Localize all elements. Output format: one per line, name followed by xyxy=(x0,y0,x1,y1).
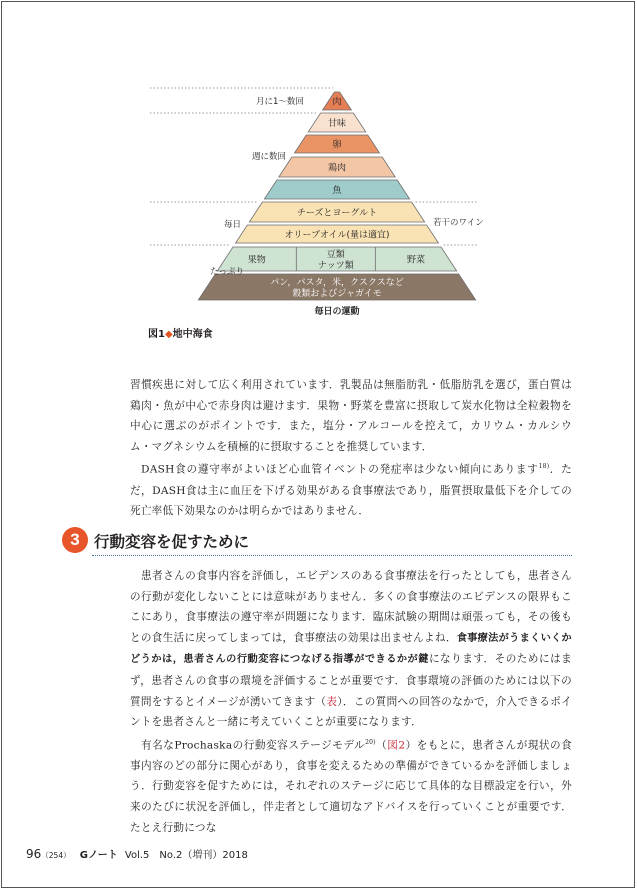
paragraph-4-text-2: ）をもとに，患者さんが現状の食事内容のどの部分に関心があり，食事を変えるための準備ができているかを評価しましょう．行動変容を促すためには，それぞれのステージに応じて具体的な目標設定を行い，外来のたびに状況を評価し，伴走者として適切なアドバイスを行っていくことが重要です．たとえ行動につな xyxy=(130,739,573,834)
pyramid-cell-label: 野菜 xyxy=(407,255,426,266)
pyramid-level-label: チーズとヨーグルト xyxy=(296,208,378,219)
reference-18: 18) xyxy=(538,463,550,471)
figure-number: 図1 xyxy=(148,329,165,340)
mediterranean-diet-pyramid xyxy=(0,0,637,325)
pyramid-level-label: オリーブオイル(量は適宜) xyxy=(284,230,390,241)
frequency-label: 月に1〜数回 xyxy=(256,97,304,107)
pyramid-level-label: 魚 xyxy=(332,186,342,196)
paragraph-3 xyxy=(130,566,572,733)
journal-volume: Vol.5 No.2（増刊）2018 xyxy=(124,850,248,861)
paragraph-3-text-2: になります．そのためにはまず，患者さんの食事の環境を評価することが重要です．食事環境の評価のためには以下の質問をするとイメージが湧いてきます（ xyxy=(130,653,573,708)
section-title: 行動変容を促すために xyxy=(94,533,250,551)
page-number-paren: （254） xyxy=(41,851,71,860)
frequency-label: たっぷり xyxy=(210,267,245,277)
paragraph-1: 習慣疾患に対して広く利用されています．乳製品は無脂肪乳・低脂肪乳を選び，蛋白質は鶏肉・魚が中心で赤身肉は避けます．果物・野菜を豊富に摂取して炭水化物は全粒穀物を中心に選ぶのがポイントです．また，塩分・アルコールを控えて，カリウム・カルシウム・マグネシウムを積極的に摂取することを推奨しています． xyxy=(130,379,572,453)
wine-label: 若干のワイン xyxy=(433,218,484,228)
pyramid-level-label: 鶏肉 xyxy=(327,163,347,174)
page-footer xyxy=(26,846,248,861)
journal-name: Gノート xyxy=(79,850,118,861)
paragraph-4-text: 有名なProchaskaの行動変容ステージモデル xyxy=(141,739,366,752)
body-text-lower xyxy=(130,566,572,838)
table-reference-link[interactable]: 表 xyxy=(326,695,338,708)
body-text-upper xyxy=(130,375,572,522)
pyramid-cell-label: ナッツ類 xyxy=(317,261,354,271)
section-number-badge: 3 xyxy=(62,527,88,553)
pyramid-level-label: パン，パスタ，米，クスクスなど xyxy=(270,278,404,288)
page-number: 96 xyxy=(26,847,42,861)
reference-20: 20) xyxy=(365,738,376,746)
pyramid-level-label: 肉 xyxy=(332,97,342,108)
paragraph-4-paren: （ xyxy=(375,739,388,752)
frequency-label: 毎日 xyxy=(224,220,242,230)
frequency-label: 週に数回 xyxy=(252,152,287,162)
diamond-icon: ◆ xyxy=(164,329,173,340)
section-heading xyxy=(62,527,574,557)
figure-caption xyxy=(148,325,213,340)
key-point-bold: 食事療法がうまくいくかどうかは，患者さんの行動変容につなげる指導ができるかが鍵 xyxy=(130,632,572,666)
paragraph-3-text: 患者さんの食事内容を評価し，エビデンスのある食事療法を行ったとしても，患者さんの行動が変化しないことには意味がありません．多くの食事療法のエビデンスの限界もここにあり，食事療法の遵守率が問題になります．臨床試験の期間は頑張っても，その後もとの食生活に戻ってしまっては，食事療法の効果は出ませんよね． xyxy=(130,570,572,644)
pyramid-level-label: 甘味 xyxy=(327,119,347,129)
section-dotted-rule xyxy=(92,555,572,556)
figure-title: 地中海食 xyxy=(172,329,213,340)
paragraph-2-text-cont: ．ただ，DASH食は主に血圧を下げる効果がある食事療法であり，脂質摂取量低下を介しての死亡率低下効果なのかは明らかではありません． xyxy=(130,463,573,518)
figure-reference-link[interactable]: 図2 xyxy=(387,739,406,752)
pyramid-cell-label: 豆類 xyxy=(326,250,345,260)
paragraph-3-text-3: ）．この質問への回答のなかで，介入できるポイントを患者さんと一緒に考えていくことが重要になります． xyxy=(130,695,573,729)
daily-exercise-label: 毎日の運動 xyxy=(314,307,360,317)
paragraph-2 xyxy=(130,457,572,521)
pyramid-level-label: 穀類およびジャガイモ xyxy=(292,289,382,299)
paragraph-2-text: DASH食の遵守率がよいほど心血管イベントの発症率は少ない傾向にあります xyxy=(141,463,539,476)
pyramid-level-label: 卵 xyxy=(332,140,342,151)
paragraph-4 xyxy=(130,733,572,839)
pyramid-cell-label: 果物 xyxy=(247,255,266,266)
